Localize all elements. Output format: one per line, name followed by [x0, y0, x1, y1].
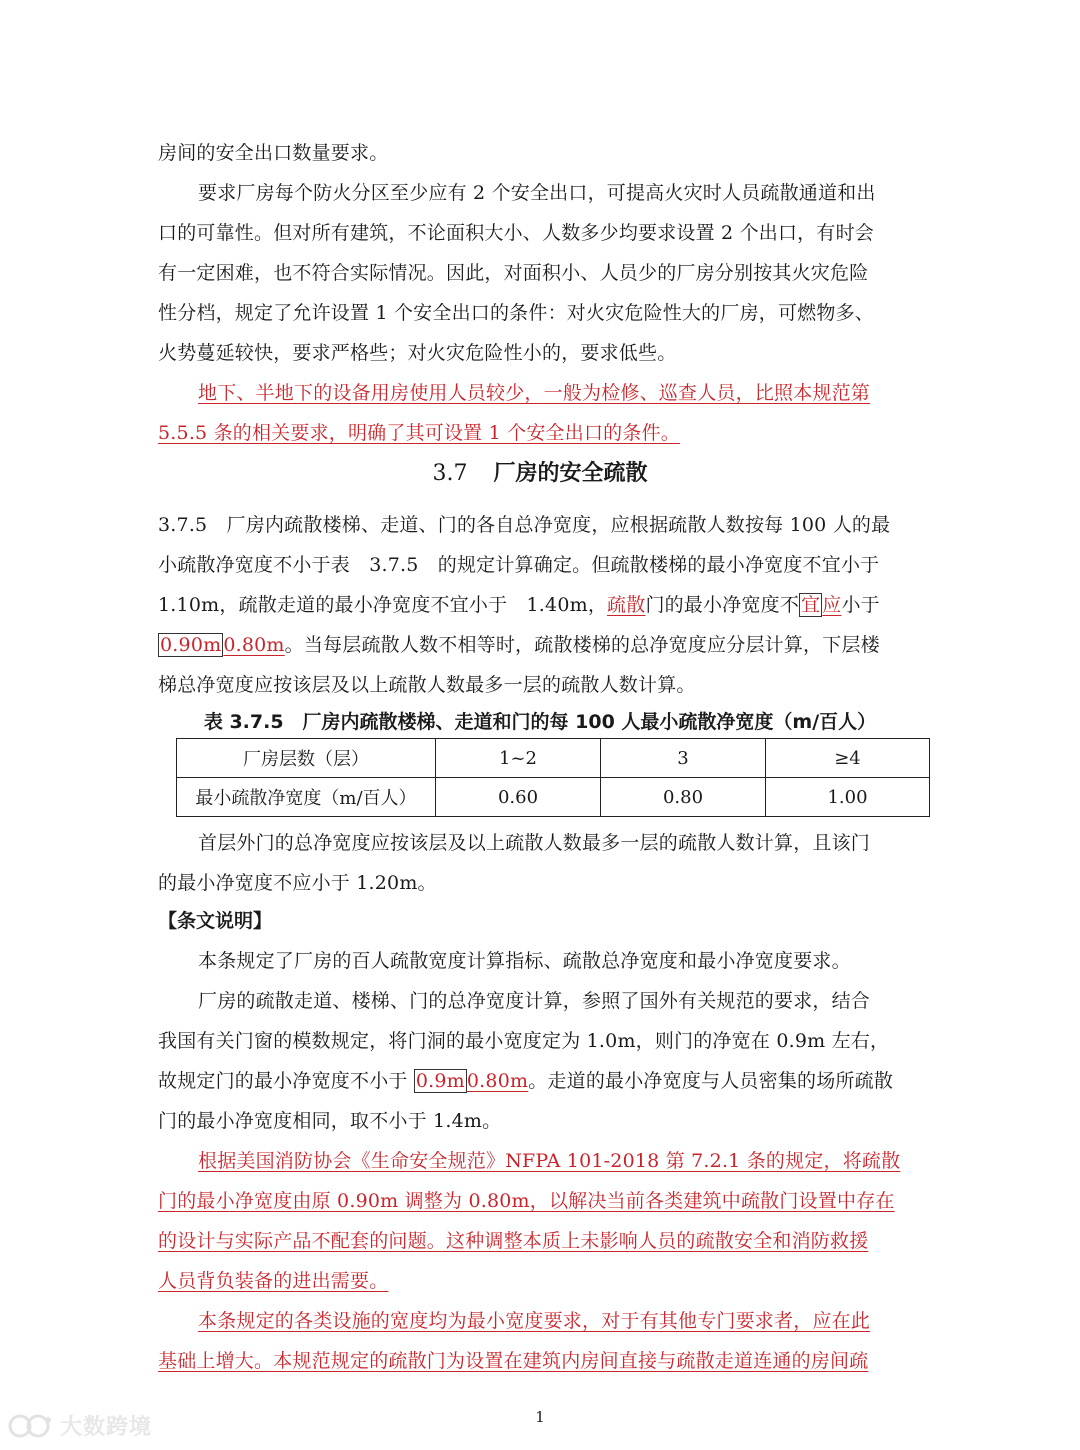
revision-line: [158, 420, 680, 446]
clause-line: 3.7.5 厂房内疏散楼梯、走道、门的各自总净宽度，应根据疏散人数按每 100 人的最: [158, 514, 891, 536]
revision-line: [158, 1268, 388, 1294]
watermark: [8, 1410, 152, 1441]
clause-line: [158, 592, 880, 618]
deleted-text-box: 0.90m: [160, 634, 222, 656]
revision-line: [198, 380, 870, 406]
deleted-text-box: 宜: [801, 594, 821, 616]
table-cell: 3: [601, 739, 766, 778]
width-table: [176, 738, 930, 817]
inserted-text: 疏散: [607, 594, 646, 616]
paragraph-line: 房间的安全出口数量要求。: [158, 142, 389, 164]
table-cell: 0.60: [436, 778, 601, 817]
inserted-text: 0.80m: [223, 634, 285, 656]
revision-text: 本条规定的各类设施的宽度均为最小宽度要求，对于有其他专门要求者，应在此: [198, 1310, 871, 1332]
table-cell: ≥4: [766, 739, 930, 778]
clause-line: [158, 632, 880, 658]
clause-text: 故规定门的最小净宽度不小于: [158, 1070, 414, 1092]
table-cell: 1.00: [766, 778, 930, 817]
watermark-logo-icon: [8, 1412, 54, 1440]
explanation-label: 【条文说明】: [158, 910, 273, 932]
table-cell: 0.80: [601, 778, 766, 817]
paragraph-line: 要求厂房每个防火分区至少应有 2 个安全出口，可提高火灾时人员疏散通道和出: [198, 182, 876, 204]
paragraph-line: 火势蔓延较快，要求严格些；对火灾危险性小的，要求低些。: [158, 342, 677, 364]
paragraph-line: 性分档，规定了允许设置 1 个安全出口的条件：对火灾危险性大的厂房，可燃物多、: [158, 302, 874, 324]
revision-text: 5.5.5 条的相关要求，明确了其可设置 1 个安全出口的条件。: [158, 422, 680, 444]
revision-text: 门的最小净宽度由原 0.90m 调整为 0.80m，以解决当前各类建筑中疏散门设置中存在: [158, 1190, 895, 1212]
revision-text: 人员背负装备的进出需要。: [158, 1270, 389, 1292]
revision-line: [158, 1348, 868, 1374]
revision-text: 根据美国消防协会《生命安全规范》NFPA 101-2018 第 7.2.1 条的规定，将疏散: [198, 1150, 901, 1172]
page-number: 1: [535, 1408, 545, 1426]
paragraph-line: 我国有关门窗的模数规定，将门洞的最小宽度定为 1.0m，则门的净宽在 0.9m 左右，: [158, 1030, 890, 1052]
clause-line: 小疏散净宽度不小于表 3.7.5 的规定计算确定。但疏散楼梯的最小净宽度不宜小于: [158, 554, 880, 576]
revision-line: [158, 1188, 895, 1214]
paragraph-line: 的最小净宽度不应小于 1.20m。: [158, 872, 437, 894]
paragraph-line: 本条规定了厂房的百人疏散宽度计算指标、疏散总净宽度和最小净宽度要求。: [198, 950, 851, 972]
clause-text: 。当每层疏散人数不相等时，疏散楼梯的总净宽度应分层计算，下层楼: [284, 634, 880, 656]
table-cell: 1~2: [436, 739, 601, 778]
clause-text: 小于: [841, 594, 880, 616]
clause-line: 梯总净宽度应按该层及以上疏散人数最多一层的疏散人数计算。: [158, 674, 696, 696]
table-cell: 最小疏散净宽度（m/百人）: [177, 778, 436, 817]
paragraph-line: 有一定困难，也不符合实际情况。因此，对面积小、人员少的厂房分别按其火灾危险: [158, 262, 869, 284]
deleted-text-box: 0.9m: [415, 1070, 465, 1092]
section-number: 3.7: [432, 461, 468, 486]
table-caption: 表 3.7.5 厂房内疏散楼梯、走道和门的每 100 人最小疏散净宽度（m/百人）: [203, 711, 877, 733]
watermark-text: 大数跨境: [60, 1415, 153, 1440]
paragraph-line: 厂房的疏散走道、楼梯、门的总净宽度计算，参照了国外有关规范的要求，结合: [198, 990, 871, 1012]
paragraph-line: 首层外门的总净宽度应按该层及以上疏散人数最多一层的疏散人数计算，且该门: [198, 832, 871, 854]
revision-text: 地下、半地下的设备用房使用人员较少，一般为检修、巡查人员，比照本规范第: [198, 382, 871, 404]
paragraph-line: [158, 1068, 893, 1094]
revision-line: [158, 1228, 868, 1254]
clause-text: 门的最小净宽度不: [645, 594, 800, 616]
clause-text: 1.10m，疏散走道的最小净宽度不宜小于 1.40m，: [158, 594, 608, 616]
revision-line: [198, 1308, 870, 1334]
paragraph-line: 门的最小净宽度相同，取不小于 1.4m。: [158, 1110, 502, 1132]
inserted-text: 0.80m: [466, 1070, 529, 1092]
revision-text: 的设计与实际产品不配套的问题。这种调整本质上未影响人员的疏散安全和消防救援: [158, 1230, 869, 1252]
inserted-text: 应: [822, 594, 842, 616]
table-row: [177, 778, 930, 817]
revision-line: [198, 1148, 900, 1174]
section-title: 厂房的安全疏散: [493, 461, 648, 486]
revision-text: 基础上增大。本规范规定的疏散门为设置在建筑内房间直接与疏散走道连通的房间疏: [158, 1350, 869, 1372]
clause-text: 。走道的最小净宽度与人员密集的场所疏散: [528, 1070, 894, 1092]
table-cell: 厂房层数（层）: [177, 739, 436, 778]
section-heading: [0, 456, 1080, 487]
paragraph-line: 口的可靠性。但对所有建筑，不论面积大小、人数多少均要求设置 2 个出口，有时会: [158, 222, 874, 244]
table-row: [177, 739, 930, 778]
